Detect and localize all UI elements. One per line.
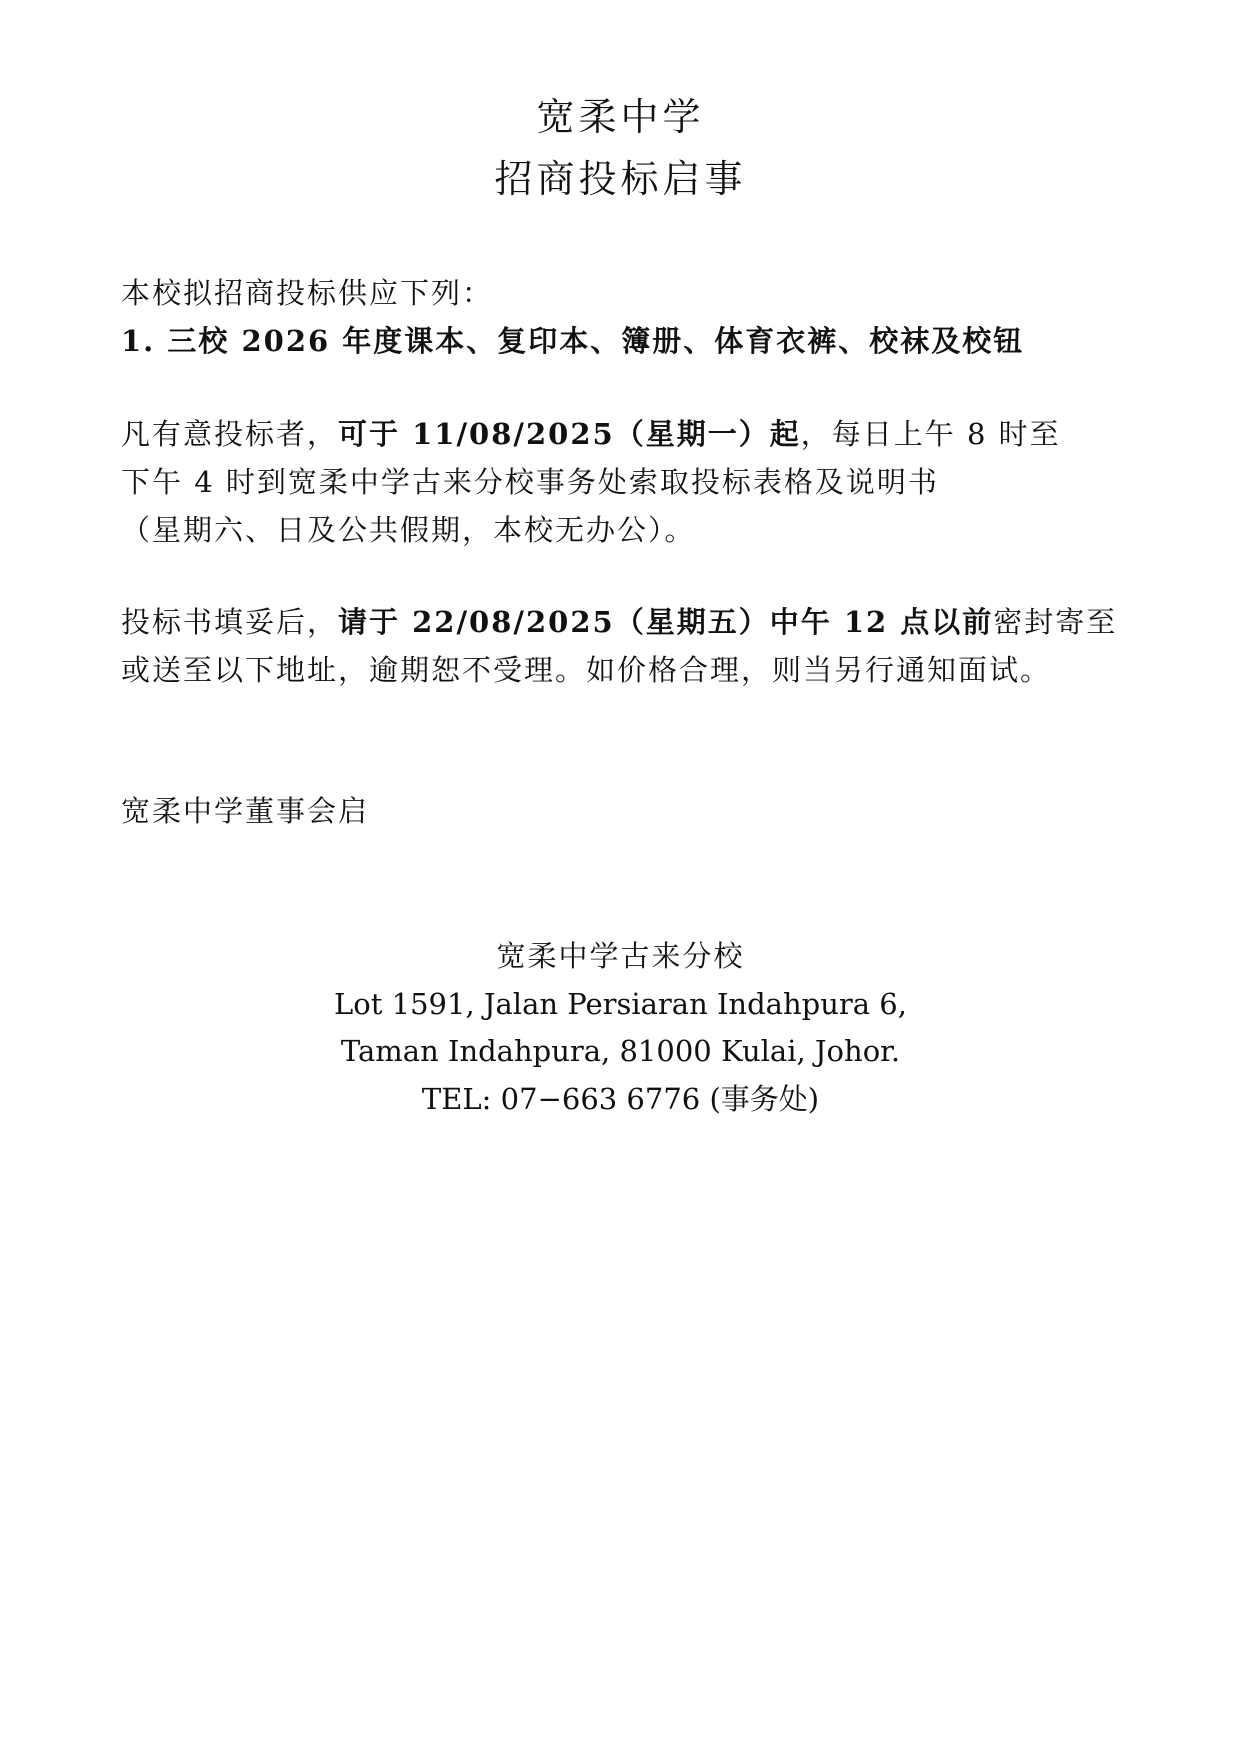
collection-after: ，每日上午 8 时至 bbox=[800, 417, 1061, 451]
address-line-2: Taman Indahpura, 81000 Kulai, Johor. bbox=[340, 1034, 901, 1068]
submission-line-1 bbox=[121, 605, 1161, 639]
signature-line: 宽柔中学董事会启 bbox=[121, 794, 370, 828]
submission-deadline: 请于 22/08/2025（星期五）中午 12 点以前 bbox=[338, 605, 994, 639]
notice-title-heading: 招商投标启事 bbox=[494, 157, 747, 201]
submission-lead: 投标书填妥后， bbox=[121, 605, 339, 639]
address-branch: 宽柔中学古来分校 bbox=[496, 939, 745, 973]
collection-date: 可于 11/08/2025（星期一）起 bbox=[338, 417, 801, 451]
collection-line-2: 下午 4 时到宽柔中学古来分校事务处索取投标表格及说明书 bbox=[121, 465, 939, 499]
address-tel: TEL: 07−663 6776 (事务处) bbox=[421, 1082, 820, 1116]
submission-after: 密封寄至 bbox=[993, 605, 1118, 639]
school-name-heading: 宽柔中学 bbox=[536, 95, 705, 139]
address-line-1: Lot 1591, Jalan Persiaran Indahpura 6, bbox=[334, 987, 907, 1021]
intro-line: 本校拟招商投标供应下列： bbox=[121, 276, 494, 310]
submission-line-2: 或送至以下地址，逾期恕不受理。如价格合理，则当另行通知面试。 bbox=[121, 653, 1052, 687]
item-1: 1. 三校 2026 年度课本、复印本、簿册、体育衣裤、校袜及校钮 bbox=[121, 324, 1025, 358]
collection-lead: 凡有意投标者， bbox=[121, 417, 339, 451]
collection-line-3: （星期六、日及公共假期，本校无办公）。 bbox=[121, 513, 696, 547]
collection-line-1 bbox=[121, 417, 1161, 451]
